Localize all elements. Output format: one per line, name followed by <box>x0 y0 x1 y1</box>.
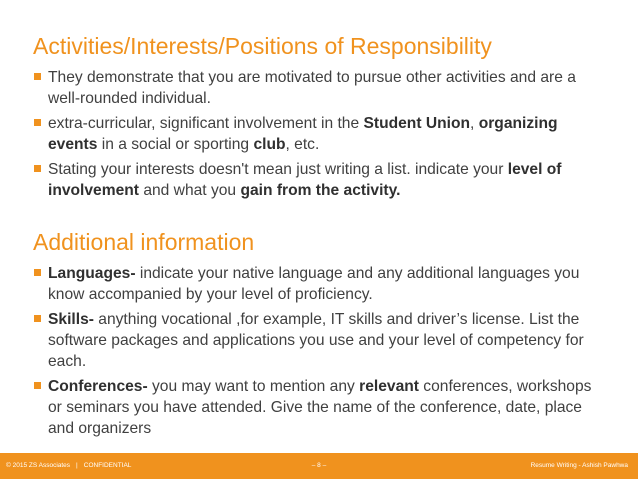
bullet-text: anything vocational ,for example, IT skills and driver’s license. List the software packages and applications you use and your level of competency for each. <box>48 311 584 370</box>
bullet-emphasis: relevant <box>359 378 419 395</box>
additional-bullet-list <box>33 263 593 439</box>
bullet-text: in a social or sporting <box>97 136 254 153</box>
footer-presentation-title: Resume Writing - Ashish Pawhwa <box>530 462 628 469</box>
bullet-text: , etc. <box>285 136 320 153</box>
activities-bullet-interests <box>33 159 603 201</box>
additional-bullet-conferences <box>33 376 593 439</box>
bullet-emphasis: gain from the activity. <box>240 182 401 199</box>
activities-bullet-list <box>33 67 603 201</box>
additional-bullet-skills <box>33 309 593 372</box>
section-heading-additional: Additional information <box>33 229 255 255</box>
activities-bullet-extracurricular <box>33 113 603 155</box>
bullet-square-icon <box>34 165 41 172</box>
bullet-emphasis: club <box>253 136 286 153</box>
footer-bar <box>0 453 638 479</box>
bullet-emphasis: level of involvement <box>48 161 562 199</box>
bullet-square-icon <box>34 269 41 276</box>
footer-separator: | <box>76 462 78 469</box>
bullet-text: conferences, workshops or seminars you have attended. Give the name of the conference, date, place and organizers <box>48 378 592 437</box>
bullet-text: and what you <box>139 182 241 199</box>
bullet-square-icon <box>34 73 41 80</box>
bullet-square-icon <box>34 119 41 126</box>
bullet-text: you may want to mention any <box>147 378 360 395</box>
bullet-emphasis: organizing events <box>48 115 558 153</box>
bullet-text: extra-curricular, significant involvement in the <box>48 115 364 132</box>
activities-bullet-motivation <box>33 67 603 109</box>
bullet-text: They demonstrate that you are motivated to pursue other activities and are a well-rounded individual. <box>48 69 576 107</box>
additional-bullet-languages <box>33 263 593 305</box>
bullet-emphasis: Conferences- <box>48 378 148 395</box>
bullet-text: indicate your native language and any additional languages you know accompanied by your level of proficiency. <box>48 265 580 303</box>
bullet-emphasis: Languages- <box>48 265 136 282</box>
bullet-emphasis: Student Union <box>363 115 471 132</box>
bullet-square-icon <box>34 382 41 389</box>
bullet-text: , <box>470 115 479 132</box>
bullet-square-icon <box>34 315 41 322</box>
section-heading-activities: Activities/Interests/Positions of Responsibility <box>33 33 492 59</box>
footer-copyright: © 2015 ZS Associates <box>6 462 71 469</box>
footer-page-number: – 8 – <box>311 462 327 469</box>
footer-confidential: CONFIDENTIAL <box>83 462 132 469</box>
bullet-text: Stating your interests doesn't mean just writing a list. indicate your <box>48 161 508 178</box>
bullet-emphasis: Skills- <box>48 311 94 328</box>
